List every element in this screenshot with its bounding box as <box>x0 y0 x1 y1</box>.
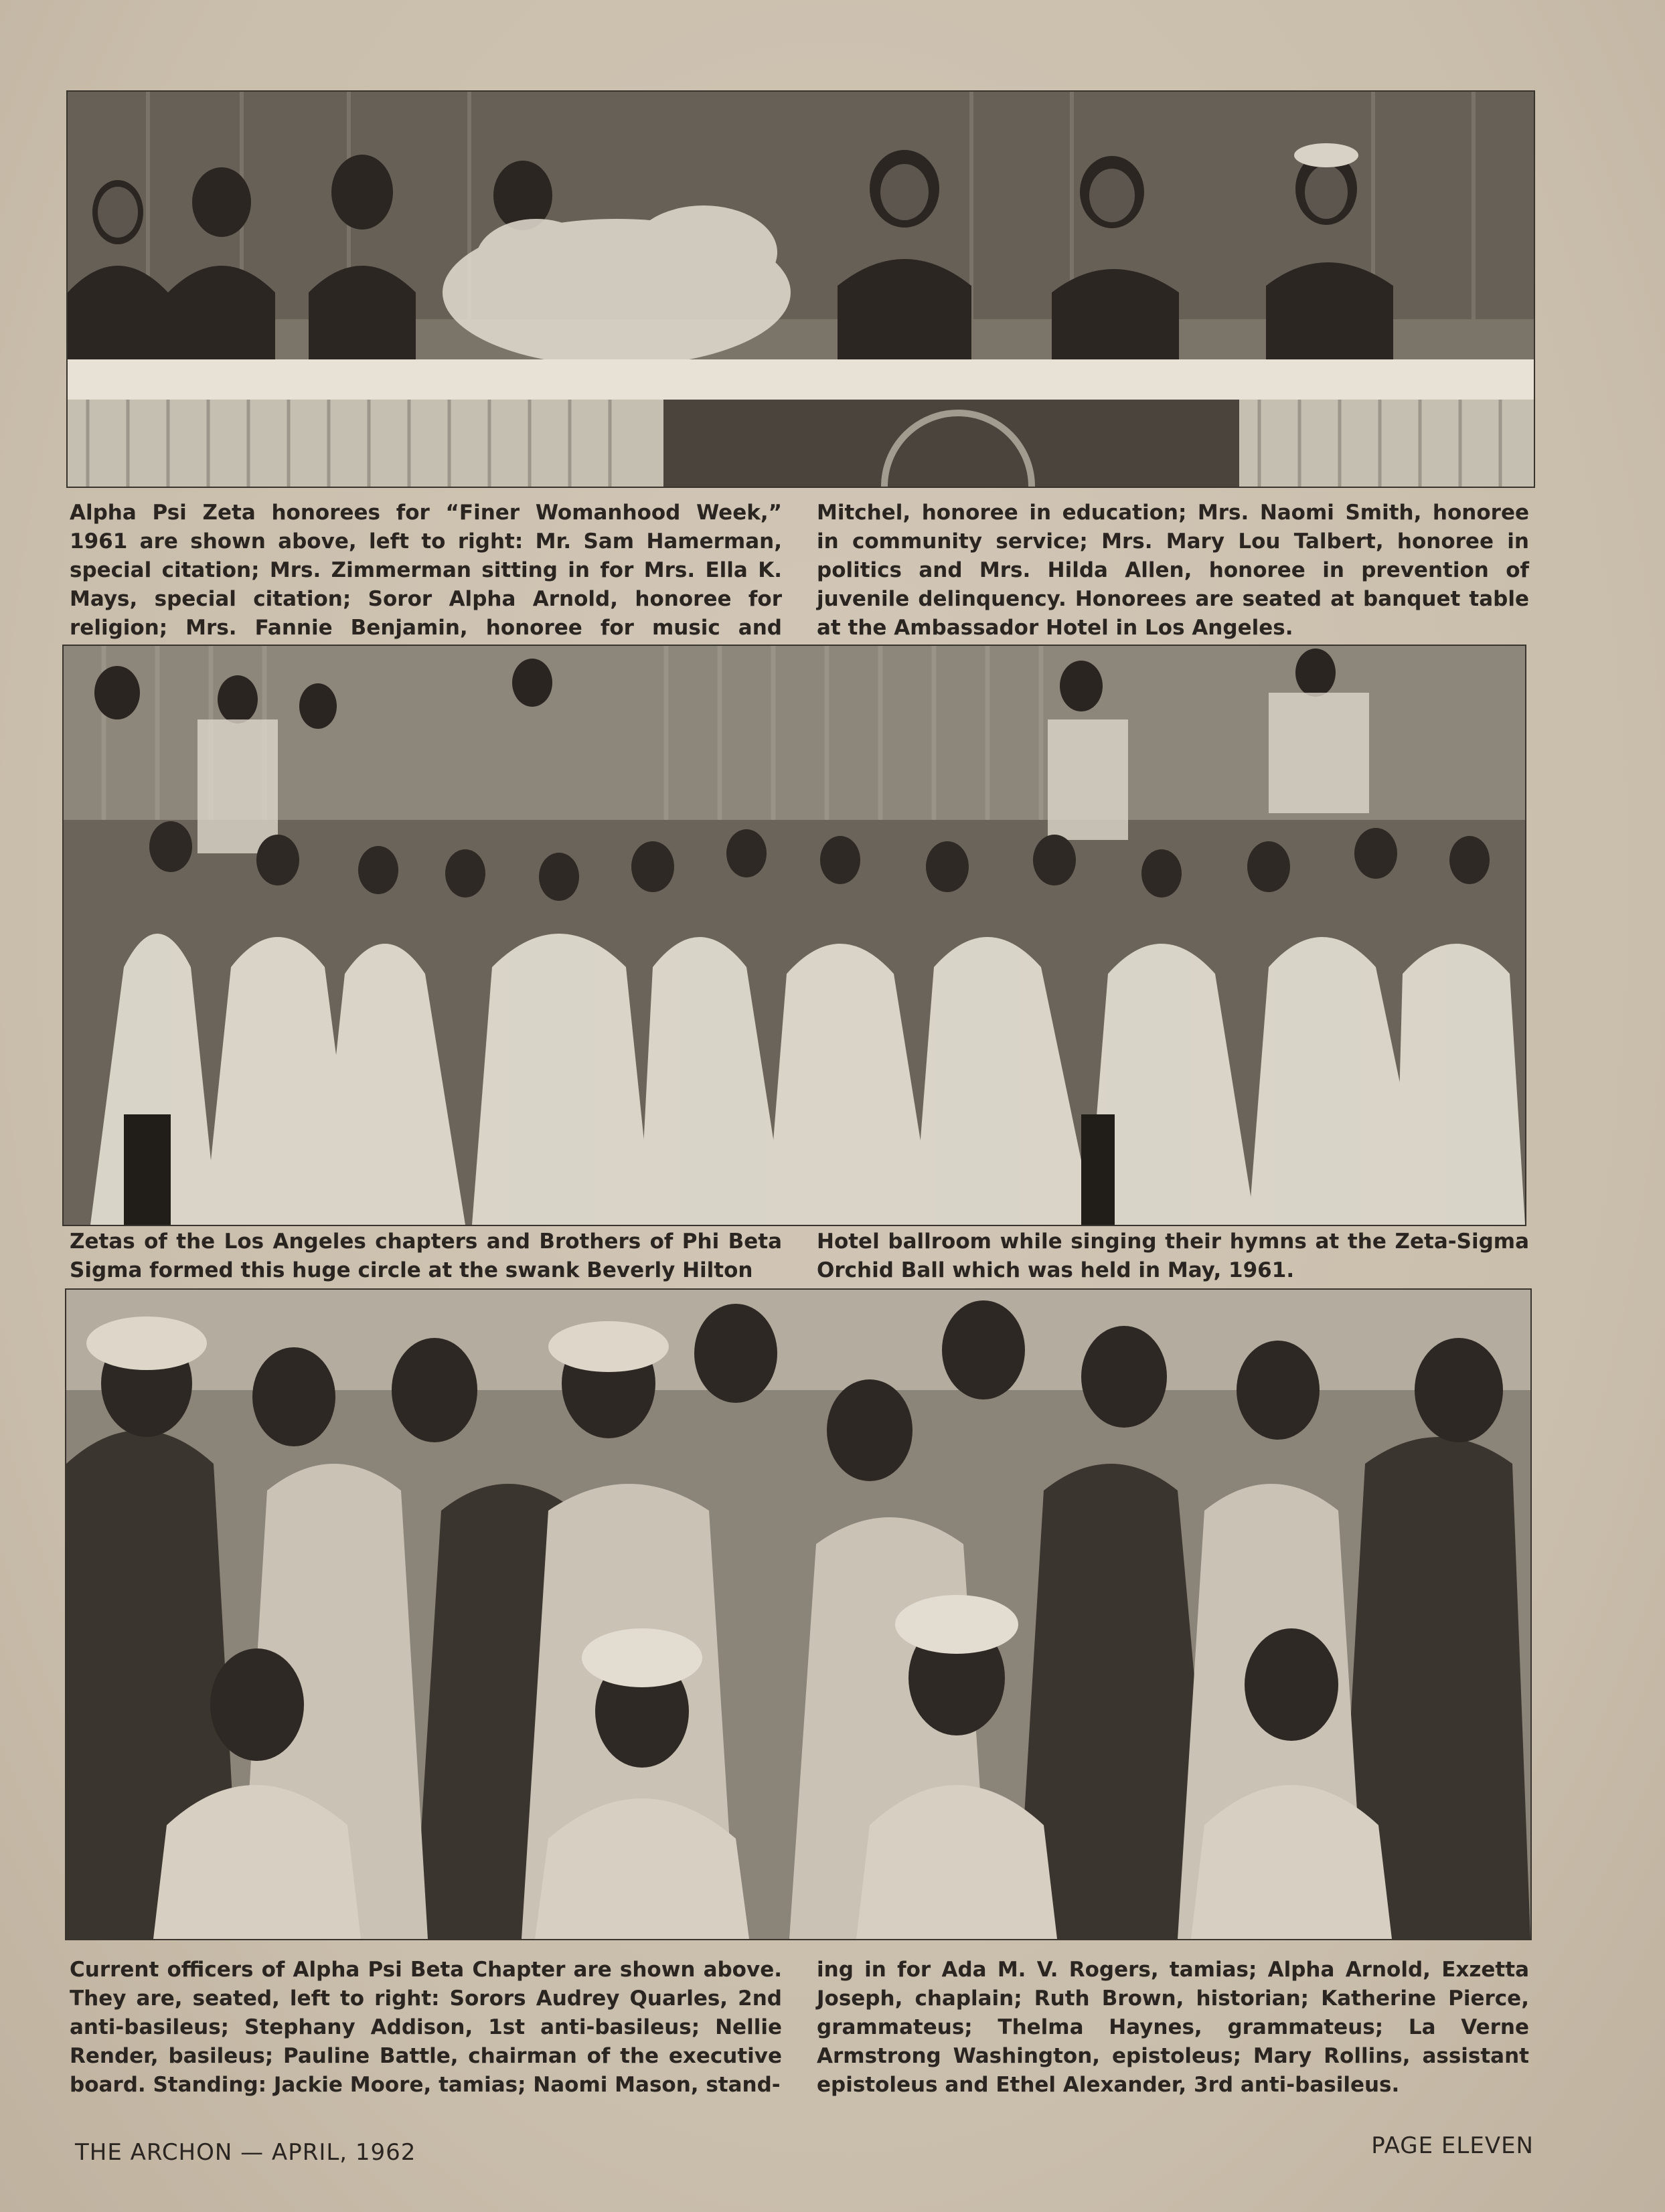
portrait-scene-icon <box>66 1290 1530 1939</box>
footer-publication: THE ARCHON — APRIL, 1962 <box>75 2139 416 2166</box>
top-caption-right: Mitchel, honoree in education; Mrs. Naomi Smith, honoree in community service; Mrs. Mary Lou Talbert, honoree in politics and Mrs. Hilda Allen, honoree in prevention of juvenile delinquency. Honorees are seated at banquet table at the Ambassador Hotel in Los Angeles. <box>817 501 1529 640</box>
top-caption-left: Alpha Psi Zeta honorees for “Finer Womanhood Week,” 1961 are shown above, left to right: Mr. Sam Hamerman, special citation; Mrs. Zimmerman sitting in for Mrs. Ella K. Mays, special citation; Soror Alpha Arnold, honoree for religion; Mrs. Fannie Benjamin, honoree for music and <box>70 501 782 640</box>
banquet-scene-icon <box>68 92 1534 487</box>
bottom-caption-right: ing in for Ada M. V. Rogers, tamias; Alpha Arnold, Exzetta Joseph, chaplain; Ruth Brown, historian; Katherine Pierce, grammateus; Thelma Haynes, grammateus; La Verne Armstrong Washington, epistoleus; Mary Rollins, assistant epistoleus and Ethel Alexander, 3rd anti-basileus. <box>817 1958 1529 2097</box>
ballroom-circle-photo <box>62 645 1526 1226</box>
bottom-caption-left: Current officers of Alpha Psi Beta Chapter are shown above. They are, seated, left to right: Sorors Audrey Quarles, 2nd anti-basileus; Stephany Addison, 1st anti-basileus; Nellie Render, basileus; Pauline Battle, chairman of the executive board. Standing: Jackie Moore, tamias; Naomi Mason, stand- <box>70 1958 782 2097</box>
footer-page-number: PAGE ELEVEN <box>1371 2132 1534 2159</box>
middle-caption-right: Hotel ballroom while singing their hymns at the Zeta-Sigma Orchid Ball which was held in May, 1961. <box>817 1229 1529 1282</box>
banquet-table-photo <box>66 90 1535 488</box>
middle-caption-left: Zetas of the Los Angeles chapters and Brothers of Phi Beta Sigma formed this huge circle at the swank Beverly Hilton <box>70 1229 782 1282</box>
ballroom-scene-icon <box>64 646 1525 1225</box>
group-portrait-photo <box>65 1288 1532 1940</box>
